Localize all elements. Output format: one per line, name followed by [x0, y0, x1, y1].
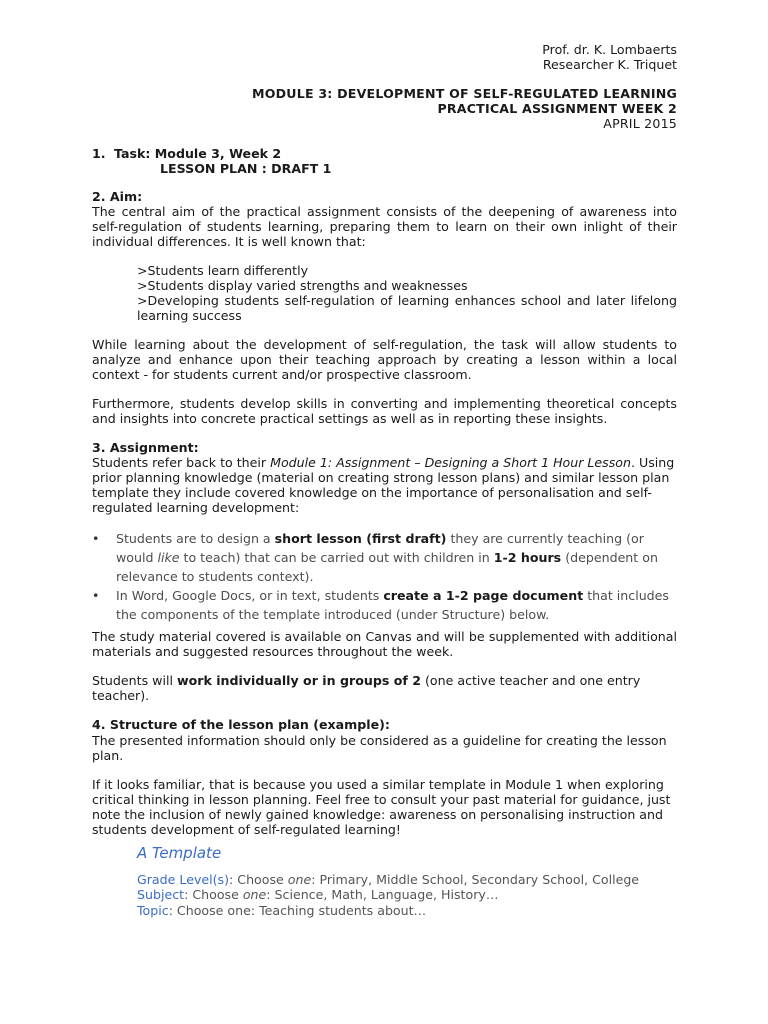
task-section	[92, 146, 677, 176]
assignment-intro	[92, 455, 677, 515]
bullet-icon: •	[92, 531, 100, 546]
aim-points-list	[137, 263, 677, 323]
task-label: Task: Module 3, Week 2	[114, 146, 282, 161]
assignment-heading: 3. Assignment:	[92, 440, 199, 455]
bullet-text: In Word, Google Docs, or in text, students create a 1-2 page document that includes the components of the template introduced (under Structure) below.	[116, 588, 669, 622]
structure-heading: 4. Structure of the lesson plan (example):	[92, 717, 390, 732]
bullet-item	[92, 586, 677, 624]
structure-paragraph-1: The presented information should only be considered as a guideline for creating the lesson plan.	[92, 733, 667, 763]
task-subtitle: LESSON PLAN : DRAFT 1	[160, 161, 332, 176]
assignment-intro-text-2: . Using prior planning knowledge (material on creating strong lesson plans) and similar lesson plan template they include covered knowledge on the importance of personalisation and self-regulated learning development:	[92, 455, 675, 515]
structure-paragraph-2: If it looks familiar, that is because you used a similar template in Module 1 when exploring critical thinking in lesson planning. Feel free to consult your past material for guidance, just note the inclusion of newly gained knowledge: awareness on personalising instruction and students development of self-regulated learning!	[92, 777, 671, 837]
aim-paragraph-2: While learning about the development of self-regulation, the task will allow students to analyze and enhance upon their teaching approach by creating a lesson within a local context - for students current and/or prospective classroom.	[92, 337, 677, 382]
researcher-name: Researcher K. Triquet	[542, 57, 677, 72]
title-date: APRIL 2015	[603, 116, 677, 131]
title-line-1: MODULE 3: DEVELOPMENT OF SELF-REGULATED LEARNING	[252, 86, 677, 101]
template-topic-row: Topic: Choose one: Teaching students about…	[137, 903, 427, 918]
bullet-text: Students are to design a short lesson (first draft) they are currently teaching (or would like to teach) that can be carried out with children in 1-2 hours (dependent on relevance to students context).	[116, 531, 658, 584]
aim-intro: The central aim of the practical assignment consists of the deepening of awareness into self-regulation of students learning, preparing them to learn on their own inlight of their individual differences. It is well known that:	[92, 204, 677, 249]
aim-point: >Developing students self-regulation of learning enhances school and later lifelong learning success	[137, 293, 677, 323]
work-paragraph: Students will work individually or in groups of 2 (one active teacher and one entry teacher).	[92, 673, 641, 703]
aim-point: >Students learn differently	[137, 263, 309, 278]
document-title	[252, 86, 677, 131]
title-line-2: PRACTICAL ASSIGNMENT WEEK 2	[437, 101, 677, 116]
bullet-item	[92, 529, 677, 586]
document-header	[542, 42, 677, 72]
material-paragraph: The study material covered is available on Canvas and will be supplemented with additional materials and suggested resources throughout the week.	[92, 629, 677, 659]
assignment-intro-text: Students refer back to their	[92, 455, 271, 470]
bullet-icon: •	[92, 588, 100, 603]
assignment-bullets	[92, 529, 677, 624]
task-number: 1.	[92, 146, 106, 161]
aim-paragraph-3: Furthermore, students develop skills in converting and implementing theoretical concepts and insights into concrete practical settings as well as in reporting these insights.	[92, 396, 677, 426]
professor-name: Prof. dr. K. Lombaerts	[542, 42, 677, 57]
template-grade-row: Grade Level(s): Choose one: Primary, Middle School, Secondary School, College	[137, 872, 640, 887]
module1-reference: Module 1: Assignment – Designing a Short 1 Hour Lesson	[270, 455, 631, 470]
aim-heading: 2. Aim:	[92, 189, 143, 204]
aim-point: >Students display varied strengths and weaknesses	[137, 278, 468, 293]
template-title: A Template	[137, 844, 222, 862]
template-subject-row: Subject: Choose one: Science, Math, Language, History…	[137, 887, 499, 902]
